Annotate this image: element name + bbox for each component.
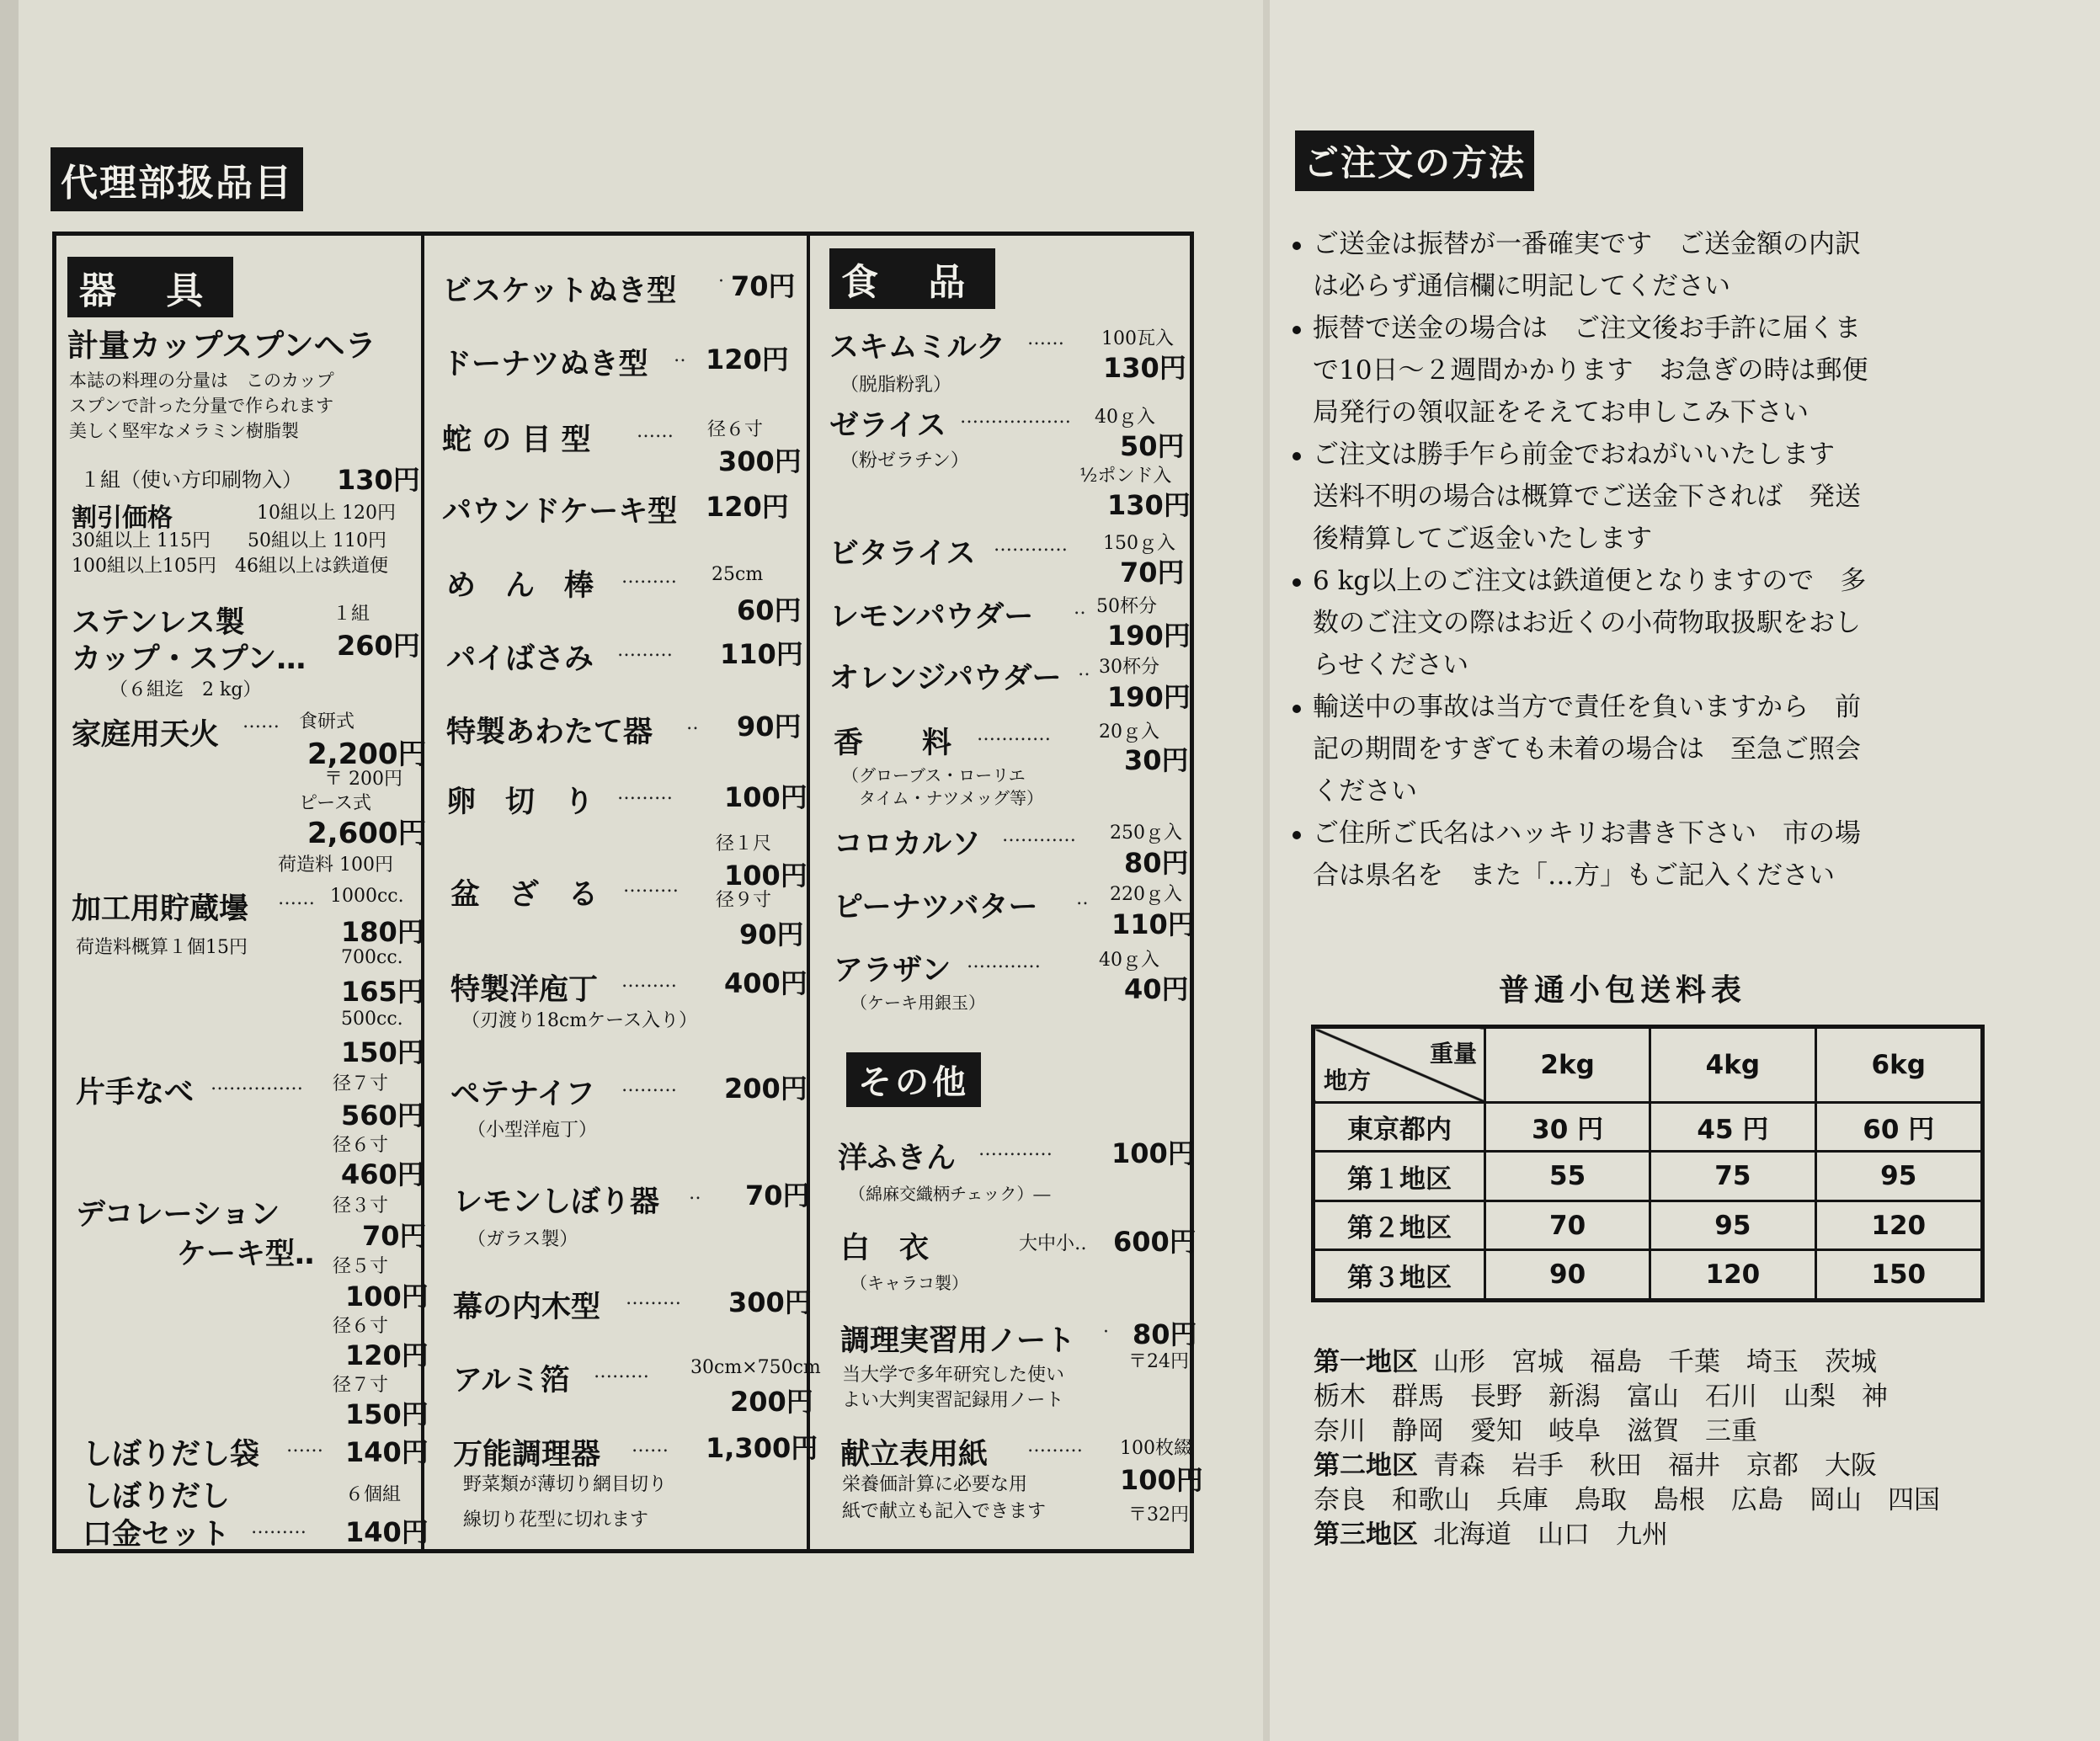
skim-milk-note: （脱脂粉乳） <box>840 375 952 396</box>
notebook-price: 80円 <box>1133 1318 1197 1350</box>
food-processor-price: 1,300円 <box>706 1432 818 1464</box>
region-1-line-3: 奈川 静岡 愛知 岐阜 滋賀 三重 <box>1314 1416 1757 1446</box>
bullet-icon <box>1293 705 1301 713</box>
nozzle-dots: ……… <box>251 1517 306 1538</box>
ring-mold-dots: …… <box>637 421 674 442</box>
storage-price-2: 165円 <box>341 976 424 1008</box>
scale-postage: 〒 200円 <box>324 769 402 790</box>
menu-paper-note-2: 紙で献立も記入できます <box>842 1501 1047 1522</box>
rate-cell: 30 円 <box>1485 1103 1650 1152</box>
product-list-title: 代理部扱品目 <box>51 147 303 211</box>
nozzle-price: 140円 <box>345 1516 429 1548</box>
spice-price: 30円 <box>1124 744 1189 776</box>
measuring-set-price: 130円 <box>337 464 420 496</box>
petty-knife-dots: ……… <box>621 1075 677 1096</box>
scale-model-2: ピース式 <box>299 793 372 814</box>
apron-note: （キャラコ製） <box>850 1273 968 1293</box>
measuring-set-note-3: 美しく堅牢なメラミン樹脂製 <box>69 421 299 441</box>
colander-name: 盆 ざ る <box>450 878 599 912</box>
region-2-line-2: 奈良 和歌山 兵庫 鳥取 島根 広島 岡山 四国 <box>1314 1485 1940 1515</box>
bag-name: しぼりだし袋 <box>83 1438 260 1472</box>
cloth-note: （綿麻交織柄チェック）― <box>849 1184 1051 1204</box>
dragee-size: 40ｇ入 <box>1099 950 1159 971</box>
table-row <box>1314 1152 1983 1201</box>
corocarson-dots: ………… <box>1002 825 1076 846</box>
region-cell: 第２地区 <box>1314 1201 1485 1249</box>
rolling-pin-size: 25cm <box>712 564 764 585</box>
bento-mold-price: 300円 <box>728 1286 812 1318</box>
notebook-name: 調理実習用ノート <box>840 1324 1075 1358</box>
foil-price: 200円 <box>730 1386 813 1418</box>
bag-price: 140円 <box>345 1436 429 1468</box>
scale-price-2: 2,600円 <box>307 817 427 850</box>
menu-paper-price: 100円 <box>1120 1464 1203 1496</box>
spice-note-1: （グローブス・ローリエ <box>842 765 1026 785</box>
region-1-line-2: 栃木 群馬 長野 新潟 富山 石川 山梨 神 <box>1314 1382 1888 1412</box>
gelatin-dots: ……………… <box>960 407 1071 428</box>
nozzle-unit: ６個組 <box>345 1484 402 1505</box>
menu-paper-dots: ……… <box>1027 1435 1083 1456</box>
table-row <box>1314 1250 1983 1301</box>
colander-price-2: 90円 <box>739 918 804 950</box>
measuring-set-note-2: スプンで計った分量で作られます <box>69 396 334 416</box>
lemon-squeezer-dots: ‥ <box>689 1183 701 1204</box>
region-2-label: 第二地区 <box>1314 1451 1418 1481</box>
pan-name: 片手なべ <box>76 1076 195 1110</box>
rate-cell: 120 <box>1815 1201 1983 1249</box>
chef-knife-name: 特製洋庖丁 <box>450 973 599 1007</box>
dragee-name: アラザン <box>834 954 951 988</box>
category-food: 食 品 <box>829 248 995 309</box>
instruction-1: ご送金は振替が一番確実です ご送金額の内訳 は必らず通信欄に明記してください <box>1293 223 2000 307</box>
foil-size: 30cm×750cm <box>690 1357 821 1378</box>
bag-dots: …… <box>286 1435 323 1456</box>
corocarson-size: 250ｇ入 <box>1110 823 1182 844</box>
region-cell: 第３地区 <box>1314 1250 1485 1301</box>
corocarson-name: コロカルソ <box>834 828 982 861</box>
header-corner <box>1314 1027 1485 1103</box>
corocarson-price: 80円 <box>1124 847 1189 879</box>
menu-paper-note-1: 栄養価計算に必要な用 <box>842 1474 1028 1495</box>
spice-dots: ………… <box>977 724 1051 745</box>
storage-dots: …… <box>278 888 315 909</box>
apron-price: 600円 <box>1113 1226 1197 1258</box>
rolling-pin-dots: ……… <box>621 567 677 588</box>
vitarice-dots: ………… <box>994 535 1068 556</box>
pie-crimper-dots: ……… <box>617 640 673 661</box>
measuring-set-unit: １組（使い方印刷物入） <box>80 468 302 492</box>
rate-cell: 60 円 <box>1815 1103 1983 1152</box>
storage-price-1: 180円 <box>341 916 424 948</box>
table-header-row <box>1314 1027 1983 1103</box>
bento-mold-dots: ……… <box>626 1288 681 1309</box>
rate-cell: 150 <box>1815 1250 1983 1301</box>
colander-size-2: 径９寸 <box>716 890 772 911</box>
rate-cell: 45 円 <box>1650 1103 1815 1152</box>
rate-cell: 70 <box>1485 1201 1650 1249</box>
pan-size-2: 径６寸 <box>333 1135 389 1156</box>
peanut-butter-name: ピーナツバター <box>834 891 1038 924</box>
skim-milk-name: スキムミルク <box>829 331 1005 365</box>
vitarice-size: 150ｇ入 <box>1103 533 1175 554</box>
chef-knife-note: （刃渡り18cmケース入り） <box>461 1010 698 1031</box>
egg-slicer-dots: ……… <box>617 783 673 804</box>
colander-size-1: 径１尺 <box>716 833 772 855</box>
region-1-label: 第一地区 <box>1314 1347 1418 1377</box>
cake-size-4: 径７寸 <box>333 1375 389 1396</box>
peanut-butter-dots: ‥ <box>1076 888 1089 909</box>
scale-name: 家庭用天火 <box>72 718 220 752</box>
lemon-powder-dots: ‥ <box>1074 598 1086 619</box>
discount-row-2: 30組以上 115円 50組以上 110円 <box>72 530 386 551</box>
notebook-note-1: 当大学で多年研究した使い <box>842 1365 1065 1386</box>
spice-size: 20ｇ入 <box>1099 721 1159 743</box>
scale-dots: …… <box>243 711 280 732</box>
skim-milk-price: 130円 <box>1103 352 1186 384</box>
bullet-icon <box>1293 326 1301 334</box>
vitarice-price: 70円 <box>1120 556 1185 588</box>
pie-crimper-name: パイばさみ <box>446 642 594 676</box>
petty-knife-name: ペテナイフ <box>450 1078 595 1111</box>
region-3-line-1: 第三地区 北海道 山口 九州 <box>1314 1520 1668 1550</box>
discount-row-3: 100組以上105円 46組以上は鉄道便 <box>72 556 388 577</box>
apron-size: 大中小‥ <box>1019 1233 1087 1254</box>
storage-size-3: 500cc. <box>341 1009 403 1030</box>
notebook-note-2: よい大判実習記録用ノート <box>842 1390 1064 1411</box>
pan-price-2: 460円 <box>341 1158 424 1190</box>
category-other: その他 <box>846 1052 981 1107</box>
cloth-name: 洋ふきん <box>838 1142 957 1175</box>
storage-name: 加工用貯蔵壜 <box>72 892 249 926</box>
whisk-price: 90円 <box>737 711 802 743</box>
stainless-note: （６組迄 2 kg） <box>109 679 262 700</box>
instruction-4: 6 kg以上のご注文は鉄道便となりますので 多 数のご注文の際はお近くの小荷物取扱駅をおし らせください <box>1293 560 2000 686</box>
header-2kg: 2kg <box>1485 1027 1650 1103</box>
region-2-line-1: 第二地区 青森 岩手 秋田 福井 京都 大阪 <box>1314 1451 1877 1481</box>
ring-mold-name: 蛇 の 目 型 <box>442 423 591 457</box>
table-row <box>1314 1103 1983 1152</box>
food-processor-note-2: 線切り花型に切れます <box>463 1509 649 1531</box>
cake-price-2: 100円 <box>345 1280 429 1312</box>
scale-price-1: 2,200円 <box>307 737 427 771</box>
biscuit-cutter-name: ビスケットぬき型 <box>442 274 677 308</box>
cake-name-1: デコレーション <box>76 1198 280 1232</box>
cake-size-3: 径６寸 <box>333 1316 389 1337</box>
region-cell: 第１地区 <box>1314 1152 1485 1201</box>
lemon-powder-size: 50杯分 <box>1096 596 1157 617</box>
discount-row-1: 10組以上 120円 <box>257 503 396 524</box>
lemon-squeezer-note: （ガラス製） <box>467 1229 578 1250</box>
notebook-dots: · <box>1103 1322 1109 1343</box>
rate-cell: 95 <box>1815 1152 1983 1201</box>
lemon-powder-price: 190円 <box>1107 620 1191 652</box>
food-processor-name: 万能調理器 <box>453 1438 601 1472</box>
table-row <box>1314 1201 1983 1249</box>
cake-price-3: 120円 <box>345 1339 429 1371</box>
orange-powder-size: 30杯分 <box>1099 657 1159 678</box>
cake-size-1: 径３寸 <box>333 1195 389 1217</box>
vitarice-name: ビタライス <box>829 537 976 571</box>
instruction-2: 振替で送金の場合は ご注文後お手許に届くま で10日～２週間かかります お急ぎの時は郵便 局発行の領収証をそえてお申しこみ下さい <box>1293 307 2000 434</box>
spice-note-2: タイム・ナツメッグ等） <box>842 788 1043 808</box>
pan-dots: …………… <box>211 1073 303 1094</box>
gelatin-price: 50円 <box>1120 430 1185 462</box>
rolling-pin-name: め ん 棒 <box>446 569 594 603</box>
instruction-6: ご住所ご氏名はハッキリお書き下さい 市の場 合は県名を また「…方」もご記入ください <box>1293 812 2000 897</box>
colander-dots: ……… <box>623 876 679 897</box>
discount-label: 割引価格 <box>72 503 173 533</box>
nozzle-name-2: 口金セット <box>83 1518 231 1552</box>
petty-knife-price: 200円 <box>724 1073 807 1105</box>
dragee-note: （ケーキ用銀玉） <box>850 993 985 1013</box>
donut-cutter-price: 120円 <box>706 343 789 375</box>
nozzle-name-1: しぼりだし <box>83 1480 231 1514</box>
pan-size-1: 径７寸 <box>333 1073 389 1094</box>
peanut-butter-size: 220ｇ入 <box>1110 884 1182 905</box>
chef-knife-dots: ……… <box>621 971 677 992</box>
menu-paper-name: 献立表用紙 <box>840 1438 989 1472</box>
foil-name: アルミ箔 <box>453 1364 570 1398</box>
cloth-dots: ………… <box>978 1139 1053 1160</box>
corner-weight: 重量 <box>1429 1040 1477 1067</box>
pan-price-1: 560円 <box>341 1099 424 1131</box>
rate-cell: 90 <box>1485 1250 1650 1301</box>
lemon-squeezer-price: 70円 <box>745 1179 810 1211</box>
measuring-set-note-1: 本誌の料理の分量は このカップ <box>69 370 334 391</box>
pie-crimper-price: 110円 <box>720 638 803 670</box>
orange-powder-price: 190円 <box>1107 681 1191 713</box>
stainless-unit: １組 <box>333 604 370 625</box>
whisk-name: 特製あわたて器 <box>446 716 653 749</box>
binding-edge <box>0 0 19 1741</box>
storage-price-3: 150円 <box>341 1036 424 1068</box>
pound-cake-mold-price: 120円 <box>706 491 789 523</box>
gelatin-price-2: 130円 <box>1107 489 1191 521</box>
food-processor-note-1: 野菜類が薄切り網目切り <box>463 1474 668 1495</box>
region-cell: 東京都内 <box>1314 1103 1485 1152</box>
orange-powder-dots: ‥ <box>1078 659 1090 680</box>
rolling-pin-price: 60円 <box>737 594 802 626</box>
egg-slicer-name: 卵 切 り <box>446 785 594 819</box>
storage-size-1: 1000cc. <box>330 886 404 907</box>
region-1-line-1: 第一地区 山形 宮城 福島 千葉 埼玉 茨城 <box>1314 1347 1877 1377</box>
egg-slicer-price: 100円 <box>724 781 807 813</box>
region-3-label: 第三地区 <box>1314 1520 1418 1550</box>
lemon-powder-name: レモンパウダー <box>829 600 1034 634</box>
order-method-title: ご注文の方法 <box>1295 130 1534 191</box>
apron-name: 白 衣 <box>840 1232 930 1265</box>
rate-cell: 75 <box>1650 1152 1815 1201</box>
dragee-dots: ………… <box>967 951 1041 972</box>
storage-note: 荷造料概算１個15円 <box>76 937 248 958</box>
bullet-icon <box>1293 242 1301 250</box>
chef-knife-price: 400円 <box>724 967 807 999</box>
bullet-icon <box>1293 578 1301 587</box>
scale-model-1: 食研式 <box>299 711 355 732</box>
shipping-rate-table <box>1311 1025 1985 1302</box>
gelatin-size: 40ｇ入 <box>1095 407 1155 428</box>
corner-region: 地方 <box>1324 1067 1372 1094</box>
ring-mold-price: 300円 <box>718 445 802 477</box>
cake-price-4: 150円 <box>345 1398 429 1430</box>
storage-size-2: 700cc. <box>341 947 403 968</box>
dragee-price: 40円 <box>1124 973 1189 1005</box>
header-6kg: 6kg <box>1815 1027 1983 1103</box>
measuring-set-name: 計量カップスプンヘラ <box>67 327 376 364</box>
gelatin-size-2: ½ポンド入 <box>1079 466 1172 487</box>
biscuit-cutter-dots: · <box>718 271 724 292</box>
bullet-icon <box>1293 831 1301 839</box>
scale-freight: 荷造料 100円 <box>278 855 393 876</box>
cloth-price: 100円 <box>1111 1137 1195 1169</box>
gelatin-name: ゼライス <box>829 409 946 443</box>
bento-mold-name: 幕の内木型 <box>453 1291 601 1324</box>
cake-price-1: 70円 <box>362 1220 427 1252</box>
skim-milk-size: 100瓦入 <box>1101 328 1174 349</box>
donut-cutter-dots: ‥ <box>674 345 686 366</box>
page-fold <box>1263 0 1270 1741</box>
foil-dots: ……… <box>594 1361 649 1382</box>
lemon-squeezer-name: レモンしぼり器 <box>453 1185 660 1219</box>
category-utensils: 器 具 <box>67 257 233 317</box>
stainless-price: 260円 <box>337 630 420 662</box>
stainless-name-2: カップ・スプン… <box>72 642 306 676</box>
shipping-table-title: 普通小包送料表 <box>1499 973 1747 1008</box>
petty-knife-note: （小型洋庖丁） <box>467 1120 598 1141</box>
biscuit-cutter-price: 70円 <box>731 270 796 302</box>
cake-name-2: ケーキ型‥ <box>177 1238 315 1271</box>
spice-name: 香 料 <box>834 727 952 760</box>
whisk-dots: ‥ <box>686 713 699 734</box>
rate-cell: 95 <box>1650 1201 1815 1249</box>
instruction-3: ご注文は勝手乍ら前金でおねがいいたします 送料不明の場合は概算でご送金下されば 発送 後精算してご返金いたします <box>1293 434 2000 560</box>
pound-cake-mold-name: パウンドケーキ型 <box>442 495 678 529</box>
instruction-5: 輸送中の事故は当方で責任を負いますから 前 記の期間をすぎても未着の場合は 至急ご照会 ください <box>1293 686 2000 812</box>
skim-milk-dots: …… <box>1027 328 1064 349</box>
orange-powder-name: オレンジパウダー <box>829 662 1062 695</box>
colander-price-1: 100円 <box>724 860 807 892</box>
notebook-postage: 〒24円 <box>1128 1351 1189 1372</box>
gelatin-note: （粉ゼラチン） <box>840 450 969 471</box>
cake-size-2: 径５寸 <box>333 1256 389 1277</box>
bullet-icon <box>1293 452 1301 461</box>
ring-mold-size: 径６寸 <box>707 419 764 440</box>
food-processor-dots: …… <box>632 1435 669 1456</box>
rate-cell: 120 <box>1650 1250 1815 1301</box>
rate-cell: 55 <box>1485 1152 1650 1201</box>
stainless-name-1: ステンレス製 <box>72 606 245 640</box>
menu-paper-size: 100枚綴 <box>1120 1438 1192 1459</box>
donut-cutter-name: ドーナツぬき型 <box>442 348 648 381</box>
menu-paper-postage: 〒32円 <box>1128 1504 1189 1525</box>
peanut-butter-price: 110円 <box>1111 908 1195 940</box>
header-4kg: 4kg <box>1650 1027 1815 1103</box>
